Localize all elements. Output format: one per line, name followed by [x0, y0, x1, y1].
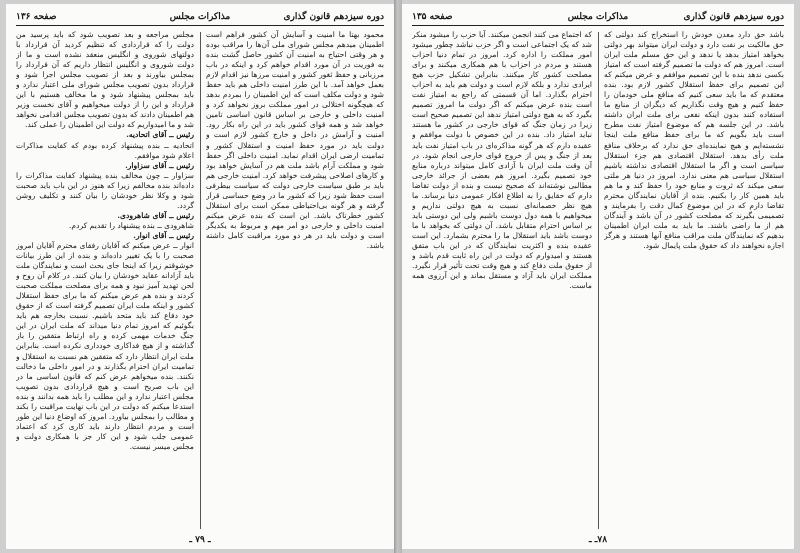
left-page-number: ـ ۷۹ ـ: [189, 535, 211, 545]
right-page-body: [412, 30, 784, 531]
right-header-rule: [412, 25, 784, 26]
right-center-title: مذاکرات مجلس: [567, 12, 629, 22]
right-page-label: صفحه ۱۳۵: [412, 12, 453, 22]
left-page-left-column: [16, 30, 194, 531]
right-page-left-column: [412, 30, 592, 531]
right-session-title: دوره سیزدهم قانون گذاری: [683, 12, 784, 22]
left-page-label: صفحه ۱۳۶: [16, 12, 57, 22]
right-column-divider: [598, 32, 599, 529]
right-right-column-text: باشد حق دارد معدن خودش را استخراج کند دولتی که حق مالکیت بر نفت دارد و دولت ایران میتواند بهر دولتی بخواهد امتیاز بدهد یا ندهد و این حق مسلم ملت ایران است. امروز هم که دولت ما تصمیم گرفته است که امتیاز بکسی ندهد بنده با این تصمیم موافقم و عرض میکنم که این تصمیم برای حفظ استقلال کشور لازم بود. بنده معتقدم که ما باید سعی کنیم که منافع ملی خودمان را حفظ کنیم و هیچ وقت نگذاریم که دیگران از منابع ما استفاده کنند بدون اینکه نفعی برای ملت ایران داشته باشد. در این جلسه هم که موضوع امتیاز نفت مطرح است باید بگویم که ما برای حفظ منافع ملت اینجا نشسته‌ایم و هیچ نماینده‌ای حق ندارد که برخلاف منافع ملت رأی بدهد. استقلال اقتصادی هم جزء استقلال سیاسی است و اگر ما استقلال اقتصادی نداشته باشیم استقلال سیاسی هم معنی ندارد. امروز در دنیا هر ملتی سعی میکند که ثروت و منابع خود را حفظ کند و ما هم باید همین کار را بکنیم. بنده از آقایان نمایندگان محترم تقاضا دارم که در این موضوع کمال دقت را بفرمایند و تصمیمی بگیرند که مصلحت کشور در آن باشد و آیندگان هم از ما راضی باشند. ما باید به ملت ایران اطمینان بدهیم که نمایندگان ملت مراقب منافع آنها هستند و هرگز اجازه نخواهند داد که حقوق ملت پایمال شود.: [604, 30, 784, 250]
left-page-body: [16, 30, 384, 531]
left-page-header: [16, 10, 384, 24]
right-page-header: [412, 10, 784, 24]
left-header-rule: [16, 25, 384, 26]
left-right-column-text: محمود بهتا ما امنیت و آسایش آن کشور فراهم است اطمینان میدهم مجلس شورای ملی آن‌ها را مراقب بوده و هر وقتی احتیاج به امنیت آن کشور حاصل گشت بنده به فوریت در آن مورد اقدام خواهم کرد و اینکه در باب مرزبانی و حفظ ثغور کشور و امنیت مرزها نیز اقدام لازم بعمل خواهد آمد. با این طرز امنیت داخلی هم باید حفظ شود و دولت مکلف است که این اطمینان را بمردم بدهد که هیچگونه اختلالی در امور مملکت بروز نخواهد کرد و امنیت داخلی و خارجی بر اساس قانون اساسی تامین خواهد شد و همه قوای کشور باید در این راه بکار رود. امنیت و آرامش در داخل و خارج کشور لازم است و دولت باید در مورد حفظ امنیت و استقلال کشور و تمامیت ارضی ایران اقدام نماید. امنیت داخلی اگر حفظ شود و مملکت آرام باشد ملت هم در آسایش خواهد بود و کارهای اصلاحی پیشرفت خواهد کرد. امنیت خارجی هم باید بر طبق سیاست خارجی دولت که سیاست بیطرفی است حفظ شود زیرا که کشور ما در وضع حساسی قرار گرفته و هر گونه بی‌احتیاطی ممکن است برای استقلال کشور خطرناک باشد. این است که بنده عرض میکنم امنیت داخلی و خارجی دو امر مهم و مربوط به یکدیگر است و دولت باید در هر دو مورد مراقبت کامل داشته باشد.: [206, 30, 384, 250]
right-left-column-text: که اجتماع می کنند انجمن میکنند. آیا حزب را میشود منکر شد که یک اجتماعی است و اگر حزب نباشد چطور میشود امور مملکت را اداره کرد. امروز در تمام دنیا احزاب هستند و مردم در احزاب با هم همکاری میکنند و برای مصلحت کشور کار میکنند. بنابراین تشکیل حزب هیچ ایرادی ندارد و بلکه لازم است و دولت هم باید به احزاب احترام بگذارد. اما آن قسمتی که راجع به امتیاز نفت است بنده عرض میکنم که اگر دولت ما امروز تصمیم بگیرد که به هیچ دولتی امتیاز ندهد این تصمیم صحیح است زیرا در زمان جنگ که قوای خارجی در کشور ما هستند نباید امتیاز داد. بنده در این خصوص با دولت موافقم و عقیده دارم که هر گونه مذاکره‌ای در باب امتیاز نفت باید بعد از جنگ و پس از خروج قوای خارجی انجام شود. در آن وقت ملت ایران با آزادی کامل میتواند درباره منابع خود تصمیم بگیرد. امروز هم بعضی از جرائد خارجی مطالبی نوشته‌اند که صحیح نیست و بنده از دولت تقاضا دارم که حقایق را به اطلاع افکار عمومی دنیا برساند. ما هیچ نظر خصمانه‌ای نسبت به هیچ دولتی نداریم و میخواهیم با همه دول دوست باشیم ولی این دوستی باید بر اساس احترام متقابل باشد. آن دولتی که بخواهد با ما دوست باشد باید استقلال ما را محترم بشمارد. این است عقیده بنده و اکثریت نمایندگان که در این باب متفق هستند و امیدوارم که دولت در این راه ثابت قدم باشد و از حقوق ملت دفاع کند و هیچ وقت تحت تأثیر قرار نگیرد. مملکت ایران باید آزاد و مستقل بماند و این آرزوی همه ماست.: [412, 30, 592, 291]
paragraph: شاهرودی ــ بنده پیشنهاد را تقدیم کردم.: [68, 220, 194, 230]
left-session-title: دوره سیزدهم قانون گذاری: [283, 12, 384, 22]
right-page-number: ۷۸ـ ـ: [588, 535, 608, 545]
left-page-right-column: [206, 30, 384, 531]
speaker-line: رئیس ــ آقای شاهرودی.: [117, 210, 194, 220]
speaker-line: رئیس ــ آقای انوار.: [133, 230, 194, 240]
right-page-right-column: [604, 30, 784, 531]
paragraph: سزاوار ــ چون مخالف بنده پیشنهاد کفایت مذاکرات را داده‌اند بنده مخالفم زیرا که هنوز در این باب باید صحبت شود و وکلا نظر خودشان را بیان کنند و تکلیف روشن گردد.: [16, 170, 194, 210]
book-gutter: [394, 0, 402, 553]
left-page: [6, 4, 394, 549]
left-center-title: مذاکرات مجلس: [169, 12, 231, 22]
left-column-divider: [200, 32, 201, 529]
right-page: [402, 4, 794, 549]
paragraph: انوار ــ عرض میکنم که آقایان رفقای محترم آقایان امروز صحبت را با یک تغییر داده‌اند و بنده از این طرز بیانات خوشوقتم زیرا که اینجا جای بحث است و نمایندگان ملت باید آزادانه عقاید خودشان را بیان کنند. در کلام آن روح و لحن تهدید آمیز نبود و همه برای مصلحت مملکت صحبت کردند و بنده هم عرض میکنم که ما برای حفظ استقلال کشور و اینکه ملت ایران تصمیم گرفته است که از حقوق خود دفاع کند باید متحد باشیم. نسبت بخارجه هم باید بگوئیم که امروز تمام دنیا میداند که ملت ایران در این جنگ خدمات مهمی کرده و راه ارتباط متفقین را باز گذاشته و از هیچ فداکاری خودداری نکرده است. بنابراین ملت ایران انتظار دارد که متفقین هم نسبت به استقلال و تمامیت ایران احترام بگذارند و در امور داخلی ما دخالت نکنند. بنده میخواهم عرض کنم که قانون اساسی ما در این باب صریح است و هیچ قراردادی بدون تصویب مجلس اعتبار ندارد و این مطلب را باید همه بدانند و بنده استدعا میکنم که دولت در این باب نهایت مراقبت را بکند و مطالب را بمجلس بیاورد. امروز که اوضاع دنیا این طور است و مردم انتظار دارند باید کاری کرد که اعتماد عمومی جلب شود و این کار جز با همکاری دولت و مجلس میسر نیست.: [16, 240, 194, 451]
speaker-line: رئیس ــ آقای اتحادیه.: [126, 130, 194, 140]
paragraph: اتحادیه ــ بنده پیشنهاد کرده بودم که کفایت مذاکرات اعلام شود موافقم.: [16, 140, 194, 160]
paragraph: مجلس مراجعه و بعد تصویب شود که باید پرسید من دولت را که قراردادی که تنظیم کردید آن قرارداد با دولتهای شوروی و انگلیس منعقد نشده است و ما از دولت شوروی و انگلیس انتظار داریم که آن قرارداد را بمجلس بیاورند و بعد از تصویب مجلس اجرا شود و قرارداد بدون تصویب مجلس شورای ملی اعتبار ندارد و باید بمجلس پیشنهاد شود و ما مخالف هستیم با این قرارداد و این را از دولت میخواهیم و آقای نخست وزیر هم اطمینان دادند که بدون تصویب مجلس اقدامی نخواهد شد و ما امیدواریم که دولت این اطمینان را عملی کند.: [16, 30, 194, 130]
speaker-line: رئیس ــ آقای سزاوار.: [125, 160, 194, 170]
